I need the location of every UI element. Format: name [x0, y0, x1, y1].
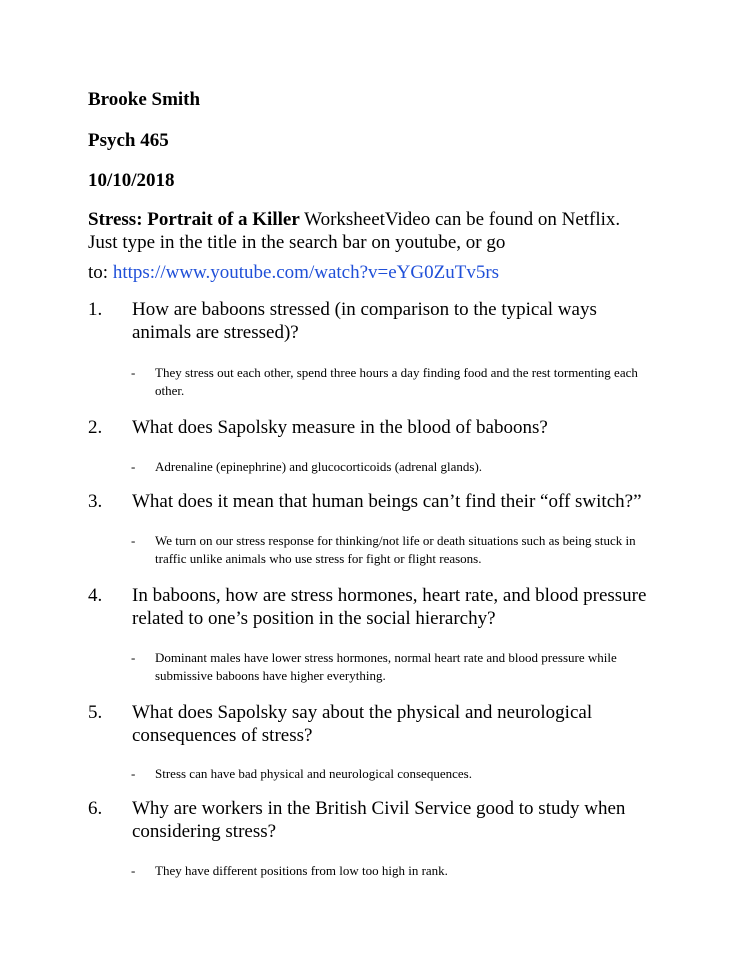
- question-text: What does it mean that human beings can’t find their “off switch?”: [132, 491, 642, 512]
- intro-line1-rest: WorksheetVideo can be found on Netflix.: [299, 209, 621, 230]
- answer-bullet: -: [131, 459, 136, 474]
- answer-bullet: -: [131, 766, 136, 781]
- answer-bullet: -: [131, 533, 136, 548]
- answer-text: They have different positions from low too high in rank.: [155, 863, 448, 878]
- author-name: Brooke Smith: [88, 89, 201, 110]
- to-label: to:: [88, 262, 113, 283]
- answer-text: We turn on our stress response for thinking/not life or death situations such as being stuck in traffic unlike animals who use stress for fight or flight reasons.: [155, 533, 636, 566]
- answer-bullet: -: [131, 365, 136, 380]
- course-name: Psych 465: [88, 130, 169, 151]
- intro-paragraph: [88, 208, 688, 254]
- question-number: 5.: [88, 702, 103, 723]
- answer-bullet: -: [131, 650, 136, 665]
- question-text: Why are workers in the British Civil Service good to study when considering stress?: [132, 798, 626, 842]
- question-text: How are baboons stressed (in comparison to the typical ways animals are stressed)?: [132, 299, 597, 343]
- question-number: 1.: [88, 299, 103, 320]
- intro-line2: Just type in the title in the search bar on youtube, or go: [88, 232, 506, 253]
- answer-text: They stress out each other, spend three hours a day finding food and the rest tormenting each other.: [155, 365, 638, 398]
- question-number: 6.: [88, 798, 103, 819]
- answer-text: Adrenaline (epinephrine) and glucocorticoids (adrenal glands).: [155, 459, 483, 474]
- answer-text: Stress can have bad physical and neurological consequences.: [155, 766, 472, 781]
- worksheet-title: Stress: Portrait of a Killer: [88, 209, 300, 230]
- document-date: 10/10/2018: [88, 170, 175, 191]
- question-number: 2.: [88, 417, 103, 438]
- question-number: 3.: [88, 491, 103, 512]
- question-number: 4.: [88, 585, 103, 606]
- question-text: What does Sapolsky measure in the blood of baboons?: [132, 417, 548, 438]
- youtube-link[interactable]: https://www.youtube.com/watch?v=eYG0ZuTv5rs: [112, 262, 500, 283]
- question-text: In baboons, how are stress hormones, heart rate, and blood pressure related to one’s position in the social hierarchy?: [132, 585, 647, 629]
- answer-bullet: -: [131, 863, 136, 878]
- answer-text: Dominant males have lower stress hormones, normal heart rate and blood pressure while submissive baboons have higher everything.: [155, 650, 617, 683]
- question-text: What does Sapolsky say about the physical and neurological consequences of stress?: [132, 702, 593, 746]
- intro-link-line: [88, 261, 688, 284]
